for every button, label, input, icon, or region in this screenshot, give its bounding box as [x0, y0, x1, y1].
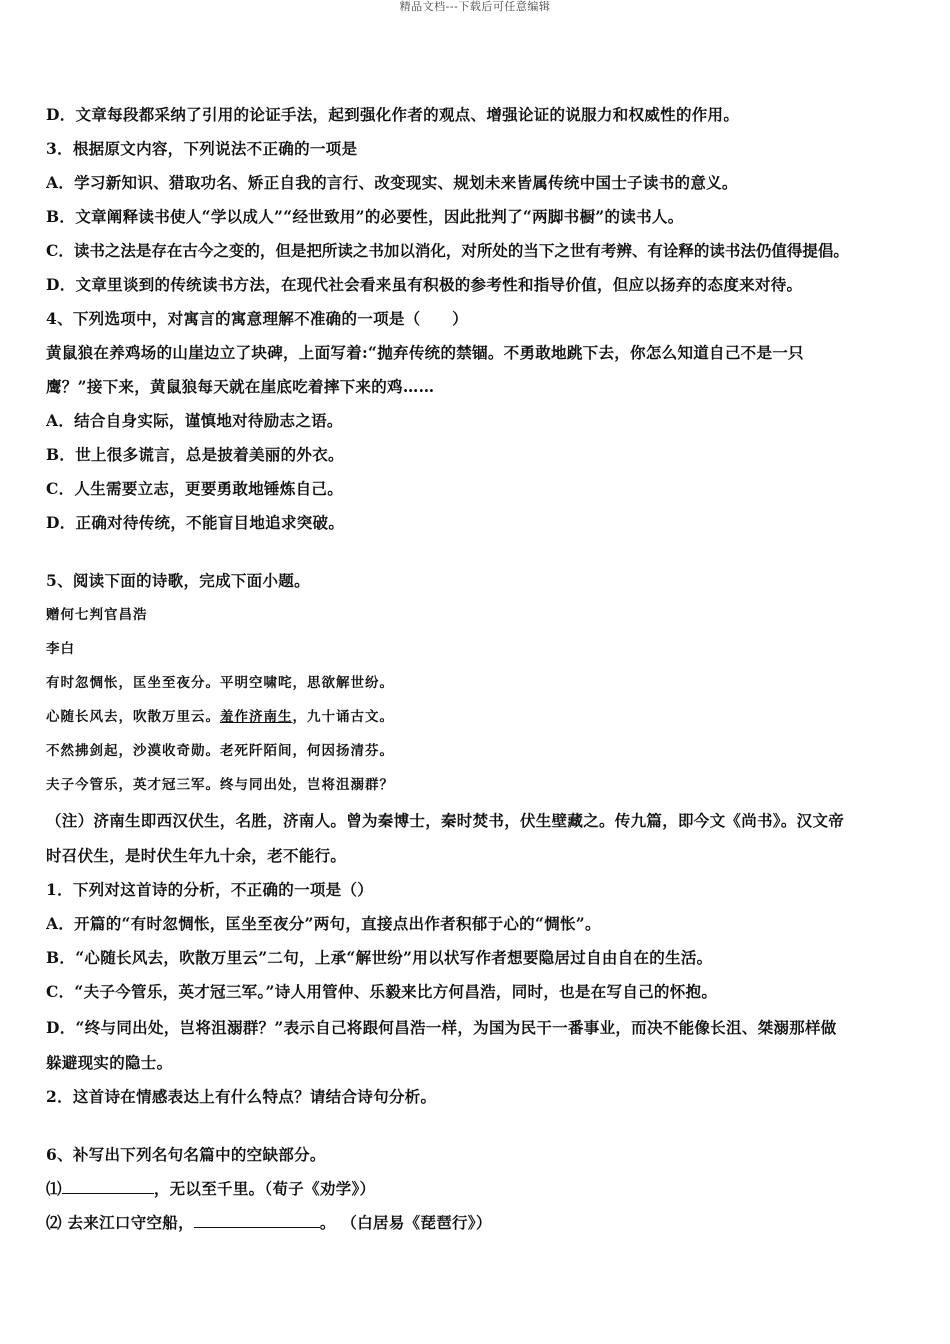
fill-blank-1-line[interactable]	[62, 1175, 154, 1194]
document-body	[46, 98, 914, 1240]
question-6: 6、补写出下列名句名篇中的空缺部分。	[46, 1145, 326, 1164]
fill-blank-2-line[interactable]	[194, 1209, 320, 1228]
option-d-sub1-line-1: D．“终与同出处，岂将沮溺群？”表示自己将跟何昌浩一样，为国为民干一番事业，而决不能像长沮、桀溺那样做	[46, 1018, 837, 1037]
poem-line-1: 有时忽惆怅，匡坐至夜分。平明空啸咤，思欲解世纷。	[46, 675, 394, 691]
option-b-sub1: B．“心随长风去，吹散万里云”二句，上承“解世纷”用以状写作者想要隐居过自由自在的生活。	[46, 948, 713, 967]
poem-line-3: 不然拂剑起，沙漠收奇勋。老死阡陌间，何因扬清芬。	[46, 743, 394, 759]
poem-author: 李白	[46, 641, 75, 657]
fable-text-line-1: 黄鼠狼在养鸡场的山崖边立了块碑，上面写着:“抛弃传统的禁锢。不勇敢地跳下去，你怎么知道自己不是一只	[46, 343, 804, 362]
option-d-q4: D．正确对待传统，不能盲目地追求突破。	[46, 513, 345, 532]
poem-line-4: 夫子今管乐，英才冠三军。终与同出处，岂将沮溺群？	[46, 777, 394, 793]
option-d-q2: D．文章每段都采纳了引用的论证手法，起到强化作者的观点、增强论证的说服力和权威性的作用。	[46, 105, 740, 124]
option-d-sub1-line-2: 躲避现实的隐士。	[46, 1053, 173, 1072]
poem-title: 赠何七判官昌浩	[46, 607, 148, 623]
fill-blank-2	[46, 1206, 914, 1240]
poem-note-line-1: （注）济南生即西汉伏生，名胜，济南人。曾为秦博士，秦时焚书，伏生壁藏之。传九篇，即今文《尚书》。汉文帝	[46, 811, 845, 830]
question-3: 3．根据原文内容，下列说法不正确的一项是	[46, 139, 358, 158]
subquestion-1: 1．下列对这首诗的分析，不正确的一项是（）	[46, 880, 374, 899]
poem-note-line-2: 时召伏生，是时伏生年九十余，老不能行。	[46, 846, 347, 865]
option-a-sub1: A．开篇的“有时忽惆怅，匡坐至夜分”两句，直接点出作者积郁于心的“惆怅”。	[46, 914, 601, 933]
question-5: 5、阅读下面的诗歌，完成下面小题。	[46, 571, 310, 590]
subquestion-2: 2．这首诗在情感表达上有什么特点？请结合诗句分析。	[46, 1087, 437, 1106]
fill-blank-1	[46, 1172, 914, 1206]
poem-line-2	[46, 700, 914, 734]
poem-line-2-part-c: ，九十诵古文。	[292, 709, 394, 725]
option-b-q4: B．世上很多谎言，总是披着美丽的外衣。	[46, 445, 344, 464]
fill-blank-2-prefix: ⑵ 去来江口守空船，	[46, 1213, 194, 1232]
question-4: 4、下列选项中，对寓言的寓意理解不准确的一项是（ ）	[46, 309, 468, 328]
fill-blank-2-source: 。 （白居易《琵琶行》）	[319, 1213, 492, 1232]
option-b-q3: B．文章阐释读书使人“学以成人”“经世致用”的必要性，因此批判了“两脚书橱”的读书人。	[46, 207, 684, 226]
poem-line-2-part-a: 心随长风去，吹散万里云。	[46, 709, 220, 725]
poem-underlined-phrase: 羞作济南生	[220, 709, 293, 725]
option-c-q3: C．读书之法是存在古今之变的，但是把所读之书加以消化，对所处的当下之世有考辨、有诠释的读书法仍值得提倡。	[46, 241, 849, 260]
fill-blank-1-number: ⑴	[46, 1179, 62, 1198]
page-header: 精品文档---下载后可任意编辑	[399, 0, 551, 13]
option-c-sub1: C．“夫子今管乐，英才冠三军。”诗人用管仲、乐毅来比方何昌浩，同时，也是在写自己的怀抱。	[46, 982, 718, 1001]
fable-text-line-2: 鹰？”接下来，黄鼠狼每天就在崖底吃着摔下来的鸡……	[46, 377, 435, 396]
option-d-q3: D．文章里谈到的传统读书方法，在现代社会看来虽有积极的参考性和指导价值，但应以扬弃的态度来对待。	[46, 275, 803, 294]
option-a-q4: A．结合自身实际，谨慎地对待励志之语。	[46, 411, 343, 430]
fill-blank-1-source: ，无以至千里。（荀子《劝学》）	[153, 1179, 376, 1198]
option-a-q3: A．学习新知识、猎取功名、矫正自我的言行、改变现实、规划未来皆属传统中国士子读书的意义。	[46, 173, 738, 192]
option-c-q4: C．人生需要立志，更要勇敢地锤炼自己。	[46, 479, 344, 498]
